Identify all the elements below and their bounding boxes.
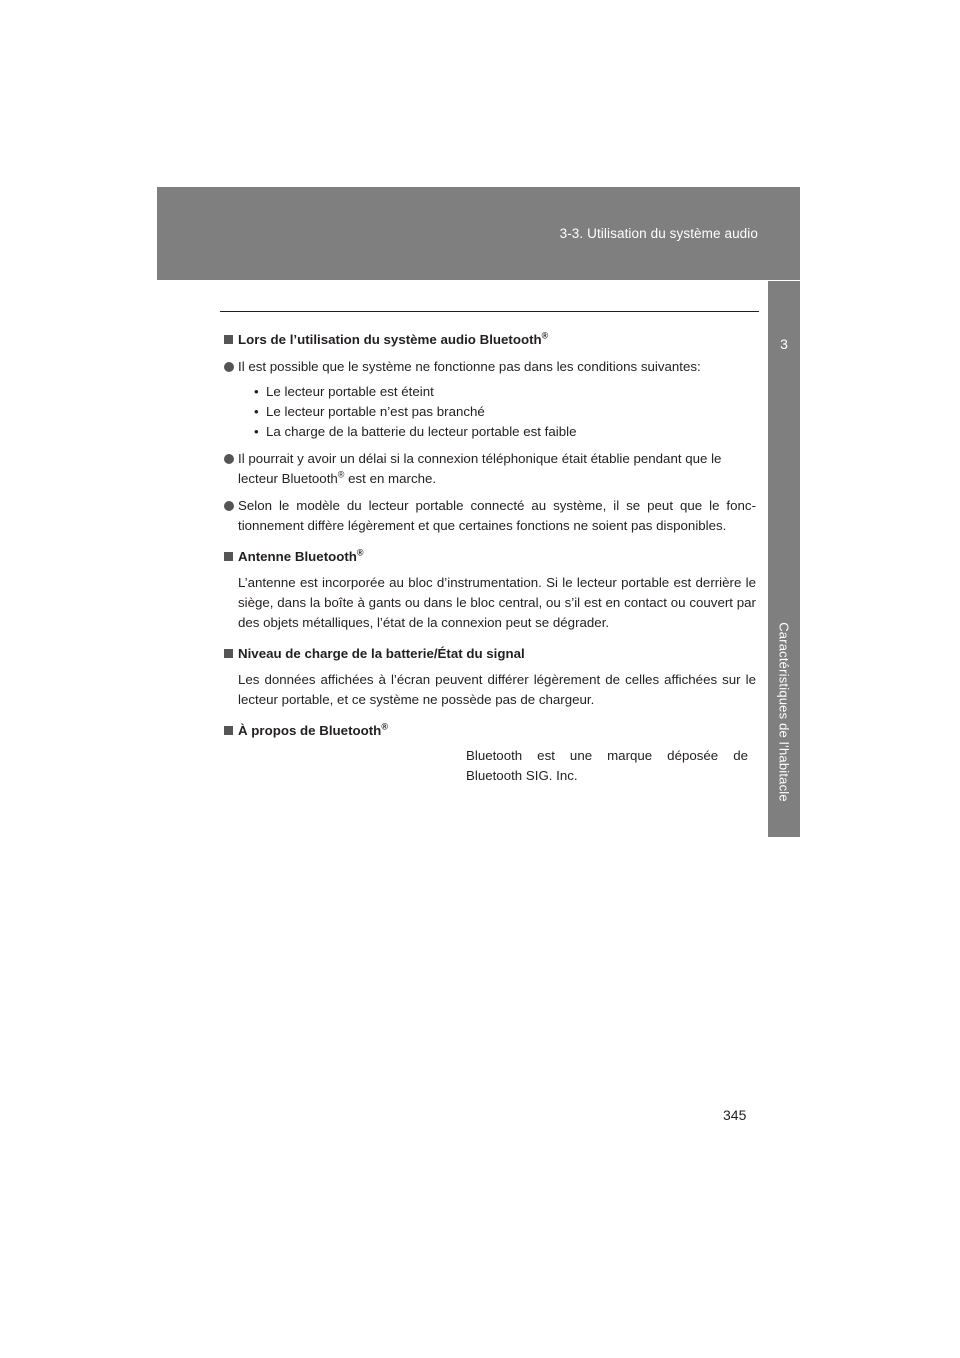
registered-mark: ® bbox=[541, 330, 549, 341]
sub-list-item bbox=[254, 402, 756, 422]
heading-text: Niveau de charge de la batterie/État du signal bbox=[238, 646, 525, 661]
page-number: 345 bbox=[723, 1107, 747, 1123]
list-item bbox=[224, 357, 756, 377]
list-item bbox=[224, 496, 756, 536]
registered-mark: ® bbox=[337, 469, 345, 480]
page-content bbox=[224, 323, 756, 741]
top-rule bbox=[220, 311, 759, 312]
side-tab-divider bbox=[768, 280, 800, 281]
sub-list bbox=[224, 382, 756, 442]
circle-bullet-icon bbox=[224, 362, 234, 372]
chapter-title: Caractéristiques de l’habitacle bbox=[776, 622, 792, 802]
registered-mark: ® bbox=[381, 721, 388, 732]
dot-bullet-icon: • bbox=[254, 404, 259, 419]
sub-item-text: Le lecteur portable n’est pas branché bbox=[266, 404, 485, 419]
paragraph: L’antenne est incorporée au bloc d’instrumentation. Si le lecteur portable est derrière le siège, dans la boîte à gants ou dans le bloc central, ou s’il est en contact ou couvert par des objets métalliques, l’état de la connexion peut se dégrader. bbox=[238, 575, 756, 630]
heading-battery-signal bbox=[224, 644, 756, 664]
sub-item-text: La charge de la batterie du lecteur portable est faible bbox=[266, 424, 577, 439]
chapter-number: 3 bbox=[780, 336, 788, 352]
section-header bbox=[157, 187, 800, 280]
dot-bullet-icon: • bbox=[254, 384, 259, 399]
heading-text: À propos de Bluetooth bbox=[238, 723, 382, 738]
square-bullet-icon bbox=[224, 649, 233, 658]
sub-list-item bbox=[254, 422, 756, 442]
trademark-note: Bluetooth est une marque déposée de Bluetooth SIG. Inc. bbox=[466, 748, 748, 783]
paragraph: Les données affichées à l’écran peuvent différer légèrement de celles affichées sur le lecteur portable, et ce système ne possède pas de chargeur. bbox=[238, 672, 756, 707]
section-title: 3-3. Utilisation du système audio bbox=[559, 226, 758, 241]
heading-about-bluetooth bbox=[224, 721, 756, 741]
heading-text: Antenne Bluetooth bbox=[238, 549, 357, 564]
circle-bullet-icon bbox=[224, 501, 234, 511]
dot-bullet-icon: • bbox=[254, 424, 259, 439]
square-bullet-icon bbox=[224, 552, 233, 561]
bullet-text: Il pourrait y avoir un délai si la connexion téléphonique était établie pendant que le lecteur Bluetooth bbox=[238, 451, 722, 486]
heading-antenna bbox=[224, 547, 756, 567]
heading-text: Lors de l’utilisation du système audio Bluetooth bbox=[238, 332, 542, 347]
square-bullet-icon bbox=[224, 726, 233, 735]
bullet-text: Il est possible que le système ne fonctionne pas dans les conditions suivantes: bbox=[238, 359, 701, 374]
square-bullet-icon bbox=[224, 335, 233, 344]
bullet-text: Selon le modèle du lecteur portable connecté au système, il se peut que le fonctionnement diffère légèrement et que certaines fonctions ne soient pas disponibles. bbox=[238, 498, 756, 533]
heading-bluetooth-audio bbox=[224, 330, 756, 350]
sub-item-text: Le lecteur portable est éteint bbox=[266, 384, 434, 399]
registered-mark: ® bbox=[356, 547, 364, 558]
bullet-text-end: est en marche. bbox=[344, 471, 437, 486]
list-item bbox=[224, 449, 756, 489]
sub-list-item bbox=[254, 382, 756, 402]
circle-bullet-icon bbox=[224, 454, 234, 464]
